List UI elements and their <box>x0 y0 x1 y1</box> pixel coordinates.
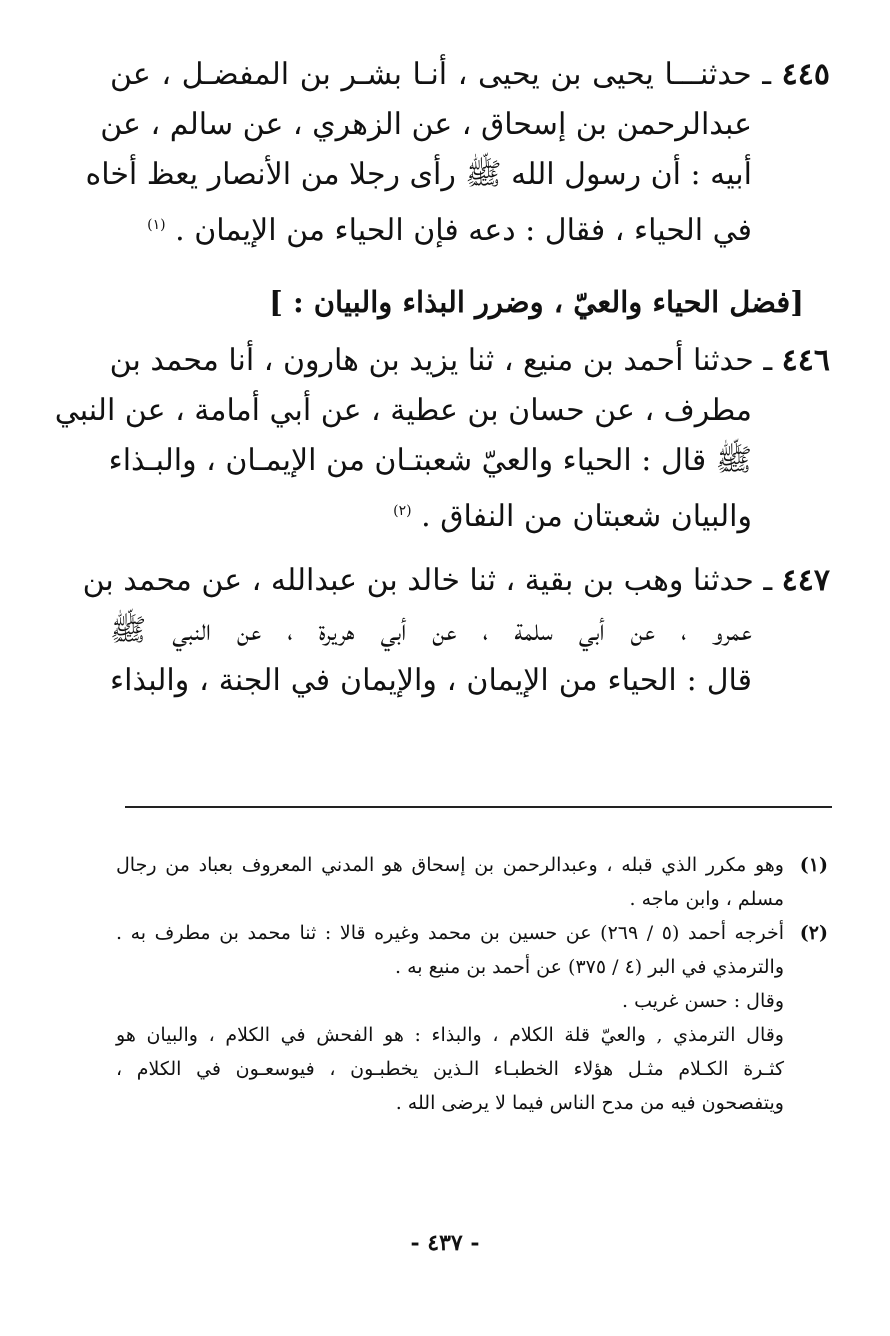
footnote-ref[interactable]: (١) <box>147 217 166 233</box>
page-number: - ٤٣٧ - <box>410 1230 480 1256</box>
hadith-text: حدثنـــا يحيى بن يحيى ، أنـا بشـر بن المفضـل ، عن <box>110 57 752 92</box>
footnote-text: أخرجه أحمد (٥ / ٢٦٩) عن حسين بن محمد وغيره قالا : ثنا محمد بن مطرف به . <box>116 922 784 944</box>
footnote-text: مسلم ، وابن ماجه . <box>629 888 784 910</box>
hadith-line: عمرو ، عن أبي سلمة ، عن أبي هريرة ، عن النبي ﷺ <box>110 613 752 648</box>
hadith-line: مطرف ، عن حسان بن عطية ، عن أبي أمامة ، عن النبي <box>54 393 752 428</box>
hadith-line: ٤٤٦ ـ حدثنا أحمد بن منيع ، ثنا يزيد بن هارون ، أنا محمد بن <box>109 343 830 378</box>
footnote-ref[interactable]: (٢) <box>393 503 412 519</box>
footnote-text: وقال الترمذي , والعيّ قلة الكلام ، والبذاء : هو الفحش في الكلام ، والبيان هو <box>116 1024 784 1046</box>
footnote-number: (٢) <box>799 922 828 944</box>
hadith-line: ٤٤٧ ـ حدثنا وهب بن بقية ، ثنا خالد بن عبدالله ، عن محمد بن <box>82 563 830 598</box>
hadith-447 <box>82 556 830 706</box>
footnote-text: ويتفصحون فيه من مدح الناس فيما لا يرضى الله . <box>395 1092 784 1114</box>
footnote-text: وقال : حسن غريب . <box>622 990 784 1012</box>
footnote-text: وهو مكرر الذي قبله ، وعبدالرحمن بن إسحاق هو المدني المعروف بعباد من رجال <box>116 854 784 876</box>
chapter-heading: [فضل الحياء والعيّ ، وضرر البذاء والبيان : ] <box>269 285 804 319</box>
hadith-number: ٤٤٦ <box>781 343 830 378</box>
hadith-number: ٤٤٥ <box>781 57 831 92</box>
footnote-divider <box>125 806 832 808</box>
hadith-text: حدثنا وهب بن بقية ، ثنا خالد بن عبدالله ، عن محمد بن <box>82 563 754 598</box>
footnote-text: كثـرة الكـلام مثـل هؤلاء الخطبـاء الـذين يخطبـون ، فيوسعـون في الكلام ، <box>116 1058 784 1080</box>
hadith-line: عبدالرحمن بن إسحاق ، عن الزهري ، عن سالم ، عن <box>100 107 752 142</box>
hadith-line: أبيه : أن رسول الله ﷺ رأى رجلا من الأنصار يعظ أخاه <box>85 157 752 192</box>
footnote-2 <box>116 916 828 1120</box>
hadith-line: ﷺ قال : الحياء والعيّ شعبتـان من الإيمـان ، والبـذاء <box>108 443 752 478</box>
footnote-text: والترمذي في البر (٤ / ٣٧٥) عن أحمد بن منيع به . <box>394 956 784 978</box>
footnotes <box>116 848 828 1120</box>
hadith-446 <box>54 336 830 536</box>
hadith-line: قال : الحياء من الإيمان ، والإيمان في الجنة ، والبذاء <box>110 663 752 698</box>
hadith-text: في الحياء ، فقال : دعه فإن الحياء من الإيمان . <box>175 213 752 248</box>
footnote-number: (١) <box>799 854 828 876</box>
hadith-line <box>110 486 830 536</box>
hadith-number: ٤٤٧ <box>781 563 830 598</box>
hadith-line <box>110 200 830 250</box>
hadith-text: حدثنا أحمد بن منيع ، ثنا يزيد بن هارون ، أنا محمد بن <box>109 343 754 378</box>
hadith-line: ٤٤٥ ـ حدثنـــا يحيى بن يحيى ، أنـا بشـر بن المفضـل ، عن <box>110 57 831 92</box>
footnote-1 <box>116 848 828 916</box>
hadith-445 <box>85 50 831 250</box>
hadith-text: والبيان شعبتان من النفاق . <box>421 499 752 534</box>
